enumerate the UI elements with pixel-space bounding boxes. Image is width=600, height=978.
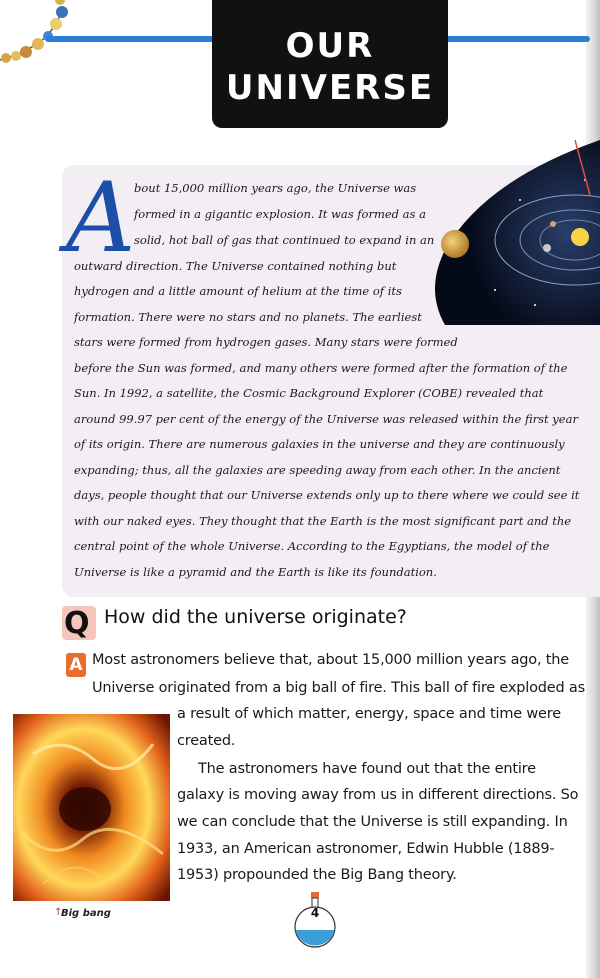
intro-line-1: bout 15,000 million years ago, the Universe was	[134, 181, 417, 195]
intro-line-15: central point of the whole Universe. According to the Egyptians, the model of the	[74, 539, 550, 553]
intro-line-5: hydrogen and a little amount of helium at the time of its	[74, 284, 402, 298]
answer-line-4: created.	[177, 733, 236, 749]
page-title-box	[212, 0, 448, 128]
intro-line-12: expanding; thus, all the galaxies are speeding away from each other. In the ancient	[74, 463, 561, 477]
intro-line-7: stars were formed from hydrogen gases. Many stars were formed	[74, 335, 458, 349]
intro-line-13: days, people thought that our Universe extends only up to there where we could see it	[74, 488, 580, 502]
question-badge-letter: Q	[64, 606, 90, 641]
answer-line-8: 1933, an American astronomer, Edwin Hubble (1889-	[177, 841, 555, 857]
drop-cap-letter: A	[66, 162, 136, 274]
question-heading: How did the universe originate?	[104, 606, 407, 628]
intro-line-14: with our naked eyes. They thought that the Earth is the most significant part and the	[74, 514, 572, 528]
answer-line-6: galaxy is moving away from us in different directions. So	[177, 787, 579, 803]
intro-line-10: around 99.97 per cent of the energy of the Universe was released within the first year	[74, 412, 578, 426]
intro-line-8: before the Sun was formed, and many others were formed after the formation of the	[74, 361, 568, 375]
intro-line-6: formation. There were no stars and no planets. The earliest	[74, 310, 422, 324]
answer-line-7: we can conclude that the Universe is still expanding. In	[177, 814, 568, 830]
intro-line-16: Universe is like a pyramid and the Earth is like its foundation.	[74, 565, 437, 579]
answer-line-2: Universe originated from a big ball of fire. This ball of fire exploded as	[92, 680, 585, 696]
intro-line-9: Sun. In 1992, a satellite, the Cosmic Background Explorer (COBE) revealed that	[74, 386, 544, 400]
figure-caption: Big bang	[61, 908, 111, 919]
answer-line-9: 1953) propounded the Big Bang theory.	[177, 867, 457, 883]
page-title-line-2: UNIVERSE	[225, 68, 435, 108]
intro-line-3: solid, hot ball of gas that continued to expand in an	[134, 233, 435, 247]
answer-line-5: The astronomers have found out that the entire	[198, 761, 536, 777]
answer-line-1: Most astronomers believe that, about 15,000 million years ago, the	[92, 652, 569, 668]
answer-line-3: a result of which matter, energy, space and time were	[177, 706, 561, 722]
big-bang-image	[13, 714, 170, 901]
page-number: 4	[310, 906, 320, 920]
caption-arrow-icon: ↑	[54, 907, 63, 918]
intro-line-2: formed in a gigantic explosion. It was formed as a	[134, 207, 426, 221]
page-title-line-1: OUR	[285, 26, 375, 66]
intro-line-4: outward direction. The Universe contained nothing but	[74, 259, 397, 273]
intro-line-11: of its origin. There are numerous galaxies in the universe and they are continuously	[74, 437, 565, 451]
solar-system-illustration	[425, 140, 600, 325]
answer-badge: A	[66, 653, 86, 677]
flask-icon	[290, 890, 340, 950]
